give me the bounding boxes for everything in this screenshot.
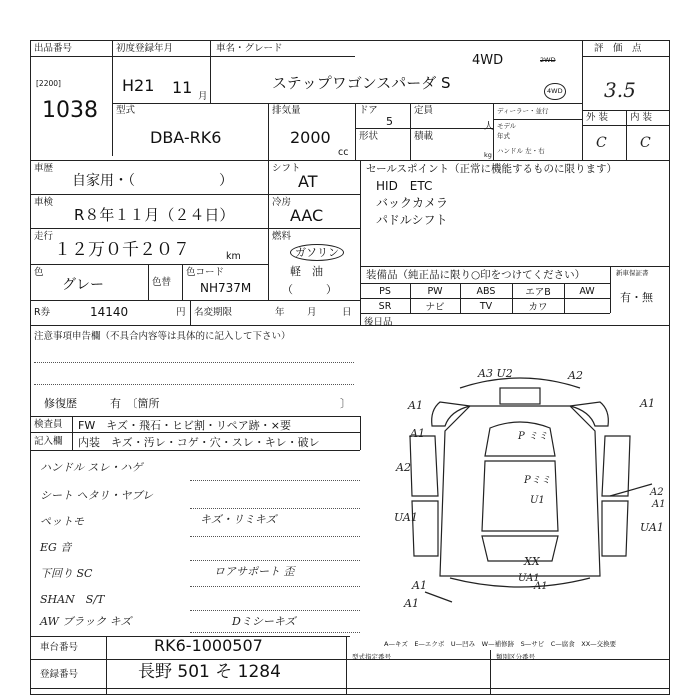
diag-label-a1-bottom: A1: [404, 597, 419, 610]
new-warranty-value: 有・無: [620, 291, 653, 304]
drive-opt-2wd: 2WD: [540, 56, 556, 64]
entry-label: 記入欄: [34, 436, 63, 447]
drive-opt-4wd: 4WD: [544, 83, 566, 100]
recycle-label: R券: [34, 307, 51, 318]
doors-value: 5: [386, 115, 393, 128]
car-name-label: 車名・グレード: [216, 43, 283, 54]
load-unit: kg: [484, 151, 492, 159]
right-front-door-outline: [602, 436, 630, 496]
diag-label-a1-1: A1: [408, 399, 423, 412]
diag-label-ua1-right: UA1: [640, 521, 664, 534]
diag-label-a1-2: A1: [640, 397, 655, 410]
name-change-year: 年: [275, 307, 285, 318]
ac-label: 冷房: [272, 197, 292, 208]
note-line-6: SHAN S/T: [40, 593, 105, 606]
diag-label-a3u2: A3 U2: [478, 367, 513, 380]
diag-label-a1-right: A1: [652, 499, 666, 510]
note-line-5: 下回り SC: [40, 567, 93, 580]
marker-line-1: [610, 484, 652, 496]
class-label: 類別区分番号: [496, 653, 535, 661]
displacement-unit: cc: [338, 147, 349, 158]
equip-navi: ナビ: [425, 302, 445, 313]
color-label: 色: [34, 267, 44, 278]
shift-value: AT: [298, 172, 318, 191]
first-reg-month: 11: [172, 78, 193, 97]
diag-label-a1-rear: A1: [534, 581, 548, 592]
int-value: C: [640, 135, 651, 151]
note-line-5-detail: ロアサポート 歪: [214, 565, 295, 578]
model-year-label: モデル: [497, 122, 517, 130]
marker-line-2: [425, 592, 452, 602]
sales-points-label: セールスポイント（正常に機能するものに限ります）: [366, 163, 618, 175]
doors-label: ドア: [359, 105, 378, 116]
left-rear-door-outline: [412, 501, 438, 556]
diag-label-a2-right: A2: [650, 487, 664, 498]
handle-label: ハンドル 左・右: [497, 147, 545, 155]
equip-ps: PS: [379, 285, 391, 297]
inspection-value: R８年１１月（２４日）: [74, 206, 235, 224]
sales-point-3: パドルシフト: [376, 213, 448, 227]
model-label: 型式: [116, 105, 136, 116]
diag-label-a1-3: A1: [410, 427, 425, 440]
displacement-value: 2000: [290, 128, 331, 147]
left-front-door-outline: [410, 436, 438, 496]
diag-label-a2-top: A2: [568, 369, 583, 382]
plate-label: 登録番号: [40, 669, 79, 680]
lot-prefix: [2200]: [36, 79, 61, 88]
mileage-unit: km: [226, 251, 241, 262]
color-change-label: 色替: [152, 277, 172, 288]
fw-check-row: FW キズ・飛石・ヒビ割・リペア跡・×要: [78, 419, 291, 432]
equip-sr: SR: [378, 300, 392, 312]
load-label: 積載: [414, 131, 434, 142]
mileage-value: １２万０千２０７: [54, 240, 190, 260]
displacement-label: 排気量: [272, 105, 301, 116]
rear-window-outline: [482, 536, 558, 561]
repair-value: 有 〔箇所: [110, 397, 160, 410]
lot-no: 1038: [42, 98, 98, 123]
note-line-2: シート ヘタリ・ヤブレ: [40, 489, 154, 502]
name-change-day: 日: [342, 307, 352, 318]
mileage-label: 走行: [34, 231, 54, 242]
equip-leather: カワ: [528, 302, 548, 313]
note-line-7: AW ブラック キズ: [40, 615, 132, 628]
ext-label: 外 装: [586, 112, 609, 123]
int-label: 内 装: [630, 112, 653, 123]
history-label: 車歴: [34, 163, 54, 174]
color-value: グレー: [62, 277, 104, 293]
ext-value: C: [596, 135, 607, 151]
capacity-unit: 人: [484, 121, 494, 132]
diag-label-a2-left: A2: [396, 461, 411, 474]
equip-aw: AW: [579, 285, 595, 297]
recycle-value: 14140: [90, 305, 129, 319]
chassis-value: RK6-1000507: [154, 636, 263, 655]
note-line-7-detail: Dミシーキズ: [232, 615, 296, 628]
note-line-3-detail: キズ・リミキズ: [200, 513, 277, 526]
equipment-label: 装備品（純正品に限り○印をつけてください）: [366, 269, 586, 281]
damage-legend: A—キズ E—エクボ U—凹み W—補修跡 S—サビ C—腐食 XX—交換要: [384, 640, 617, 648]
diag-label-u1: U1: [530, 495, 545, 506]
after-items-label: 後日品: [364, 317, 393, 328]
capacity-label: 定員: [414, 105, 434, 116]
history-value: 自家用・（ ）: [72, 173, 233, 189]
ac-value: AAC: [290, 206, 324, 225]
sales-point-1: HID ETC: [376, 179, 433, 193]
lot-no-label: 出品番号: [34, 43, 73, 54]
sales-point-2: バックカメラ: [376, 196, 449, 210]
right-rear-door-outline: [602, 501, 628, 556]
repair-close: 〕: [340, 397, 351, 410]
left-front-fender-outline: [432, 402, 470, 426]
new-warranty-label: 新車保証書: [616, 269, 649, 277]
color-code-value: NH737M: [200, 281, 252, 295]
name-change-label: 名変期限: [194, 307, 233, 318]
interior-check-row: 内装 キズ・汚レ・コゲ・穴・スレ・キレ・破レ: [78, 436, 320, 449]
car-name: ステップワゴンスパーダ S: [272, 74, 451, 92]
diag-label-pmimi-2: Pミミ: [524, 475, 551, 486]
fuel-diesel: 軽 油: [290, 265, 323, 278]
shape-label: 形状: [359, 131, 379, 142]
color-code-label: 色コード: [186, 267, 225, 278]
grade-label: 評 価 点: [594, 43, 642, 54]
type-cert-label: 型式指定番号: [352, 653, 391, 661]
shift-label: シフト: [272, 163, 301, 174]
grade-value: 3.5: [604, 78, 636, 102]
chassis-label: 車台番号: [40, 642, 79, 653]
equip-tv: TV: [479, 300, 493, 312]
drive-type: 4WD: [472, 53, 504, 68]
roof-outline: [482, 461, 558, 531]
notes-label: 注意事項申告欄（不具合内容等は具体的に記入して下さい）: [34, 331, 291, 342]
equip-pw: PW: [427, 285, 443, 297]
repair-label: 修復歴: [44, 397, 77, 410]
fuel-gas: ガソリン: [290, 244, 344, 261]
front-plate-outline: [500, 388, 540, 404]
diag-label-ua1-left: UA1: [394, 511, 418, 524]
model-year-label2: 年式: [497, 132, 510, 140]
right-front-fender-outline: [570, 402, 608, 426]
fuel-label: 燃料: [272, 231, 292, 242]
fuel-other: （ ）: [282, 283, 337, 296]
note-line-4: EG 音: [40, 541, 72, 554]
inspector-label: 検査員: [34, 419, 63, 430]
note-line-3: ペットモ: [40, 515, 84, 528]
equip-abs: ABS: [476, 285, 496, 297]
note-line-1: ハンドル スレ・ハゲ: [40, 461, 143, 474]
diag-label-pmimi-1: P ミミ: [518, 431, 548, 442]
inspection-label: 車検: [34, 197, 54, 208]
name-change-month: 月: [307, 307, 317, 318]
recycle-unit: 円: [176, 307, 186, 318]
plate-value: 長野 501 そ 1284: [138, 662, 281, 682]
first-reg-label: 初度登録年月: [116, 43, 174, 54]
model-value: DBA-RK6: [150, 128, 222, 147]
dealer-label: ディーラー・並行: [497, 107, 549, 115]
diag-label-xx: XX: [524, 555, 540, 568]
first-reg-month-unit: 月: [198, 91, 208, 102]
diag-label-a1-rear-left: A1: [412, 579, 427, 592]
equip-airbag: エアB: [525, 287, 551, 298]
diag-label-ua1-rear: UA1: [518, 573, 540, 584]
first-reg-era: H21: [122, 76, 155, 95]
